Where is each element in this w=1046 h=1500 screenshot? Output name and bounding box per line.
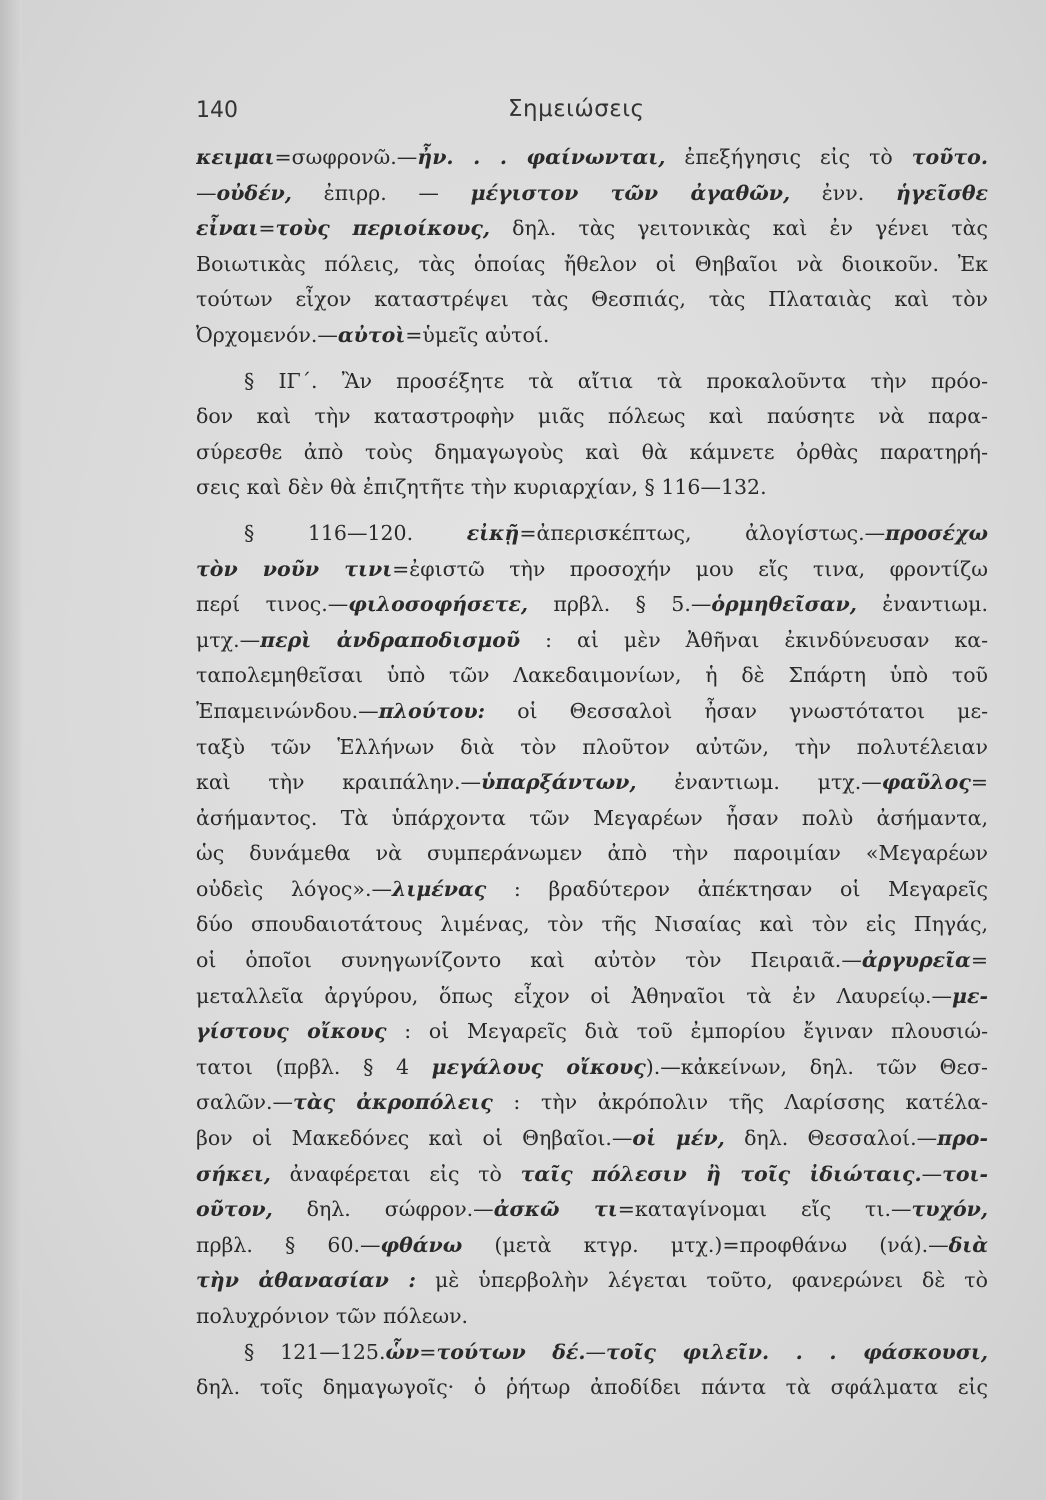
text-line <box>196 399 988 435</box>
note-text: μτχ.— <box>196 627 261 652</box>
text-line <box>196 552 988 588</box>
note-text: μεταλλεῖα ἀργύρου, ὅπως εἶχον οἱ Ἀθηναῖοι τὰ ἐν Λαυρείῳ.— <box>196 983 953 1008</box>
text-line <box>196 1050 988 1086</box>
text-line <box>196 765 988 801</box>
note-text: σαλῶν.— <box>196 1090 294 1115</box>
paragraph-gap <box>196 506 988 516</box>
note-text: ἐνν. <box>790 180 896 205</box>
lemma-term: τοὺς περιοίκους, <box>275 216 490 241</box>
note-text: Ἐπαμεινώνδου.— <box>196 698 379 723</box>
text-line <box>196 836 988 872</box>
lemma-term: προ- <box>937 1126 988 1151</box>
note-text: σεις καὶ δὲν θὰ ἐπιζητῆτε τὴν κυριαρχίαν, § 116—132. <box>196 475 767 500</box>
lemma-term: διὰ <box>948 1232 988 1257</box>
note-text: δηλ. σώφρον.— <box>272 1197 494 1222</box>
note-text: § ΙΓ΄. Ἂν προσέξητε τὰ αἴτια τὰ προκαλοῦντα τὴν πρόο- <box>244 368 988 393</box>
lemma-term: αὐτοὶ <box>337 322 406 347</box>
note-text: δηλ. Θεσσαλοί.— <box>724 1126 938 1151</box>
note-text: οὐδεὶς λόγος».— <box>196 876 392 901</box>
note-text: (μετὰ κτγρ. μτχ.)=προφθάνω (νά).— <box>462 1232 949 1257</box>
lemma-term: σήκει, <box>196 1161 271 1186</box>
note-text: — <box>196 180 217 205</box>
lemma-term: οῦτον, <box>196 1197 273 1222</box>
lemma-term: φθάνω <box>380 1232 463 1257</box>
note-text: ἐναντιωμ. <box>856 592 988 617</box>
text-line <box>196 1263 988 1299</box>
text-line <box>196 140 988 176</box>
note-text: τούτων εἶχον καταστρέψει τὰς Θεσπιάς, τὰς Πλαταιὰς καὶ τὸν <box>196 287 988 312</box>
note-text: οἱ Θεσσαλοὶ ἦσαν γνωστότατοι με- <box>485 698 988 723</box>
note-text: =σωφρονῶ.— <box>274 145 418 169</box>
lemma-term: πλούτου: <box>378 698 486 723</box>
text-line <box>196 176 988 212</box>
text-line <box>196 318 988 354</box>
note-text: δηλ. τοῖς δημαγωγοῖς· ὁ ῥήτωρ ἀποδίδει πάντα τὰ σφάλματα εἰς <box>196 1375 988 1400</box>
lemma-term: φιλοσοφήσετε, <box>348 592 528 617</box>
text-line <box>196 364 988 400</box>
text-line <box>196 943 988 979</box>
lemma-term: ὑπαρξάντων, <box>481 770 637 795</box>
note-text: =καταγίνομαι εἴς τι.— <box>617 1197 912 1222</box>
lemma-term: τοῦτο. <box>911 145 988 169</box>
note-text: ).—κἀκείνων, δηλ. τῶν Θεσ- <box>645 1054 988 1079</box>
note-text: § 116—120. <box>244 520 467 545</box>
lemma-term: ἡγεῖσθε <box>895 180 988 205</box>
lemma-term: οἱ μέν, <box>632 1126 725 1151</box>
text-line <box>196 1014 988 1050</box>
note-text: καὶ τὴν κραιπάλην.— <box>196 770 482 795</box>
text-line <box>196 1085 988 1121</box>
lemma-term: τὰς ἀκροπόλεις <box>293 1090 493 1115</box>
note-text: =ἐφιστῶ τὴν προσοχήν μου εἴς τινα, φροντίζω <box>392 556 988 581</box>
text-line <box>196 211 988 247</box>
text-line <box>196 516 988 552</box>
note-text: σύρεσθε ἀπὸ τοὺς δημαγωγοὺς καὶ θὰ κάμνετε ὀρθὰς παρατηρή- <box>196 439 988 464</box>
note-text: ὡς δυνάμεθα νὰ συμπεράνωμεν ἀπὸ τὴν παροιμίαν «Μεγαρέων <box>196 841 988 866</box>
text-line <box>196 694 988 730</box>
lemma-term: οὐδέν, <box>216 180 292 205</box>
text-line <box>196 1157 988 1193</box>
note-text: — <box>921 1161 943 1186</box>
note-text: ἐναντιωμ. μτχ.— <box>636 770 882 795</box>
page-header <box>196 92 996 128</box>
text-line <box>196 435 988 471</box>
lemma-term: με- <box>952 983 988 1008</box>
lemma-term: εἶναι <box>196 216 259 241</box>
lemma-term: ἦν. . . φαίνωνται, <box>417 145 666 169</box>
note-text: πρβλ. § 60.— <box>196 1232 381 1257</box>
text-line <box>196 623 988 659</box>
text-line <box>196 907 988 943</box>
note-text: Ὀρχομενόν.— <box>196 322 338 347</box>
text-line <box>196 470 988 506</box>
text-line <box>196 730 988 766</box>
lemma-term: τούτων δέ. <box>436 1339 586 1364</box>
lemma-term: τὴν ἀθανασίαν : <box>196 1268 416 1293</box>
text-line <box>196 1192 988 1228</box>
note-text: τατοι (πρβλ. § 4 <box>196 1054 432 1079</box>
note-text: =ἀπερισκέπτως, ἀλογίστως.— <box>519 520 886 545</box>
text-line <box>196 801 988 837</box>
note-text: =ὑμεῖς αὐτοί. <box>405 322 550 347</box>
lemma-term: τυχόν, <box>911 1197 988 1222</box>
text-line <box>196 1121 988 1157</box>
page-number: 140 <box>196 98 238 123</box>
note-text: ταξὺ τῶν Ἑλλήνων διὰ τὸν πλοῦτον αὐτῶν, τὴν πολυτέλειαν <box>196 734 988 759</box>
note-text: = <box>970 770 988 795</box>
lemma-term: εἰκῇ <box>466 520 520 545</box>
page-spine-shadow <box>0 0 22 1500</box>
lemma-term: λιμένας <box>391 876 487 901</box>
note-text: βον οἱ Μακεδόνες καὶ οἱ Θηβαῖοι.— <box>196 1126 633 1151</box>
note-text: = <box>258 216 276 241</box>
text-line <box>196 1370 988 1406</box>
note-text: πρβλ. § 5.— <box>528 592 712 617</box>
text-line <box>196 247 988 283</box>
lemma-term: γίστους οἴκους <box>196 1019 387 1044</box>
text-line <box>196 1228 988 1264</box>
note-text: = <box>970 948 988 973</box>
note-text: = <box>419 1339 437 1364</box>
note-text: : οἱ Μεγαρεῖς διὰ τοῦ ἐμπορίου ἔγιναν πλουσιώ- <box>386 1019 988 1044</box>
lemma-term: ταῖς πόλεσιν ἢ τοῖς ἰδιώταις. <box>520 1161 922 1186</box>
note-text: : αἱ μὲν Ἀθῆναι ἐκινδύνευσαν κα- <box>520 627 988 652</box>
note-text: μὲ ὑπερβολὴν λέγεται τοῦτο, φανερώνει δὲ τὸ <box>415 1268 988 1293</box>
text-line <box>196 282 988 318</box>
note-text: ἐπεξήγησις εἰς τὸ <box>665 145 912 169</box>
note-text: δηλ. τὰς γειτονικὰς καὶ ἐν γένει τὰς <box>489 216 988 241</box>
text-line <box>196 658 988 694</box>
paragraph-gap <box>196 354 988 364</box>
text-line <box>196 872 988 908</box>
note-text: ἐπιρρ. — <box>291 180 471 205</box>
lemma-term: μέγιστον τῶν ἀγαθῶν, <box>470 180 791 205</box>
note-text: Βοιωτικὰς πόλεις, τὰς ὁποίας ἤθελον οἱ Θηβαῖοι νὰ διοικοῦν. Ἐκ <box>196 251 988 276</box>
lemma-term: ὁρμηθεῖσαν, <box>711 592 857 617</box>
lemma-term: τοι- <box>942 1161 988 1186</box>
text-line <box>196 587 988 623</box>
lemma-term: ὧν <box>385 1339 420 1364</box>
text-line <box>196 979 988 1015</box>
lemma-term: ἀργυρεῖα <box>861 948 971 973</box>
note-text: ἀσήμαντος. Τὰ ὑπάρχοντα τῶν Μεγαρέων ἦσαν πολὺ ἀσήμαντα, <box>196 805 988 830</box>
note-text: περί τινος.— <box>196 592 349 617</box>
note-text: δον καὶ τὴν καταστροφὴν μιᾶς πόλεως καὶ παύσητε νὰ παρα- <box>196 404 988 429</box>
lemma-term: τοῖς φιλεῖν. . . φάσκουσι, <box>606 1339 988 1364</box>
note-text: : βραδύτερον ἀπέκτησαν οἱ Μεγαρεῖς <box>486 876 988 901</box>
note-text: § 121—125. <box>244 1339 386 1364</box>
lemma-term: κειμαι <box>196 145 275 169</box>
running-title: Σημειώσεις <box>508 96 645 122</box>
lemma-term: ἀσκῶ τι <box>493 1197 618 1222</box>
lemma-term: φαῦλος <box>881 770 971 795</box>
note-text: οἱ ὁποῖοι συνηγωνίζοντο καὶ αὐτὸν τὸν Πειραιᾶ.— <box>196 948 862 973</box>
lemma-term: μεγάλους οἴκους <box>431 1054 646 1079</box>
note-text: δύο σπουδαιοτάτους λιμένας, τὸν τῆς Νισαίας καὶ τὸν εἰς Πηγάς, <box>196 912 988 937</box>
lemma-term: προσέχω <box>885 520 988 545</box>
note-text: ταπολεμηθεῖσαι ὑπὸ τῶν Λακεδαιμονίων, ἡ δὲ Σπάρτη ὑπὸ τοῦ <box>196 663 988 688</box>
note-text: ἀναφέρεται εἰς τὸ <box>270 1161 521 1186</box>
text-line <box>196 1299 988 1335</box>
text-line <box>196 1335 988 1371</box>
note-text: πολυχρόνιον τῶν πόλεων. <box>196 1304 469 1328</box>
notes-body-text <box>196 140 988 1406</box>
lemma-term: περὶ ἀνδραποδισμοῦ <box>260 627 521 652</box>
lemma-term: τὸν νοῦν τινι <box>196 556 393 581</box>
note-text: — <box>585 1339 607 1364</box>
note-text: : τὴν ἀκρόπολιν τῆς Λαρίσσης κατέλα- <box>492 1090 988 1115</box>
